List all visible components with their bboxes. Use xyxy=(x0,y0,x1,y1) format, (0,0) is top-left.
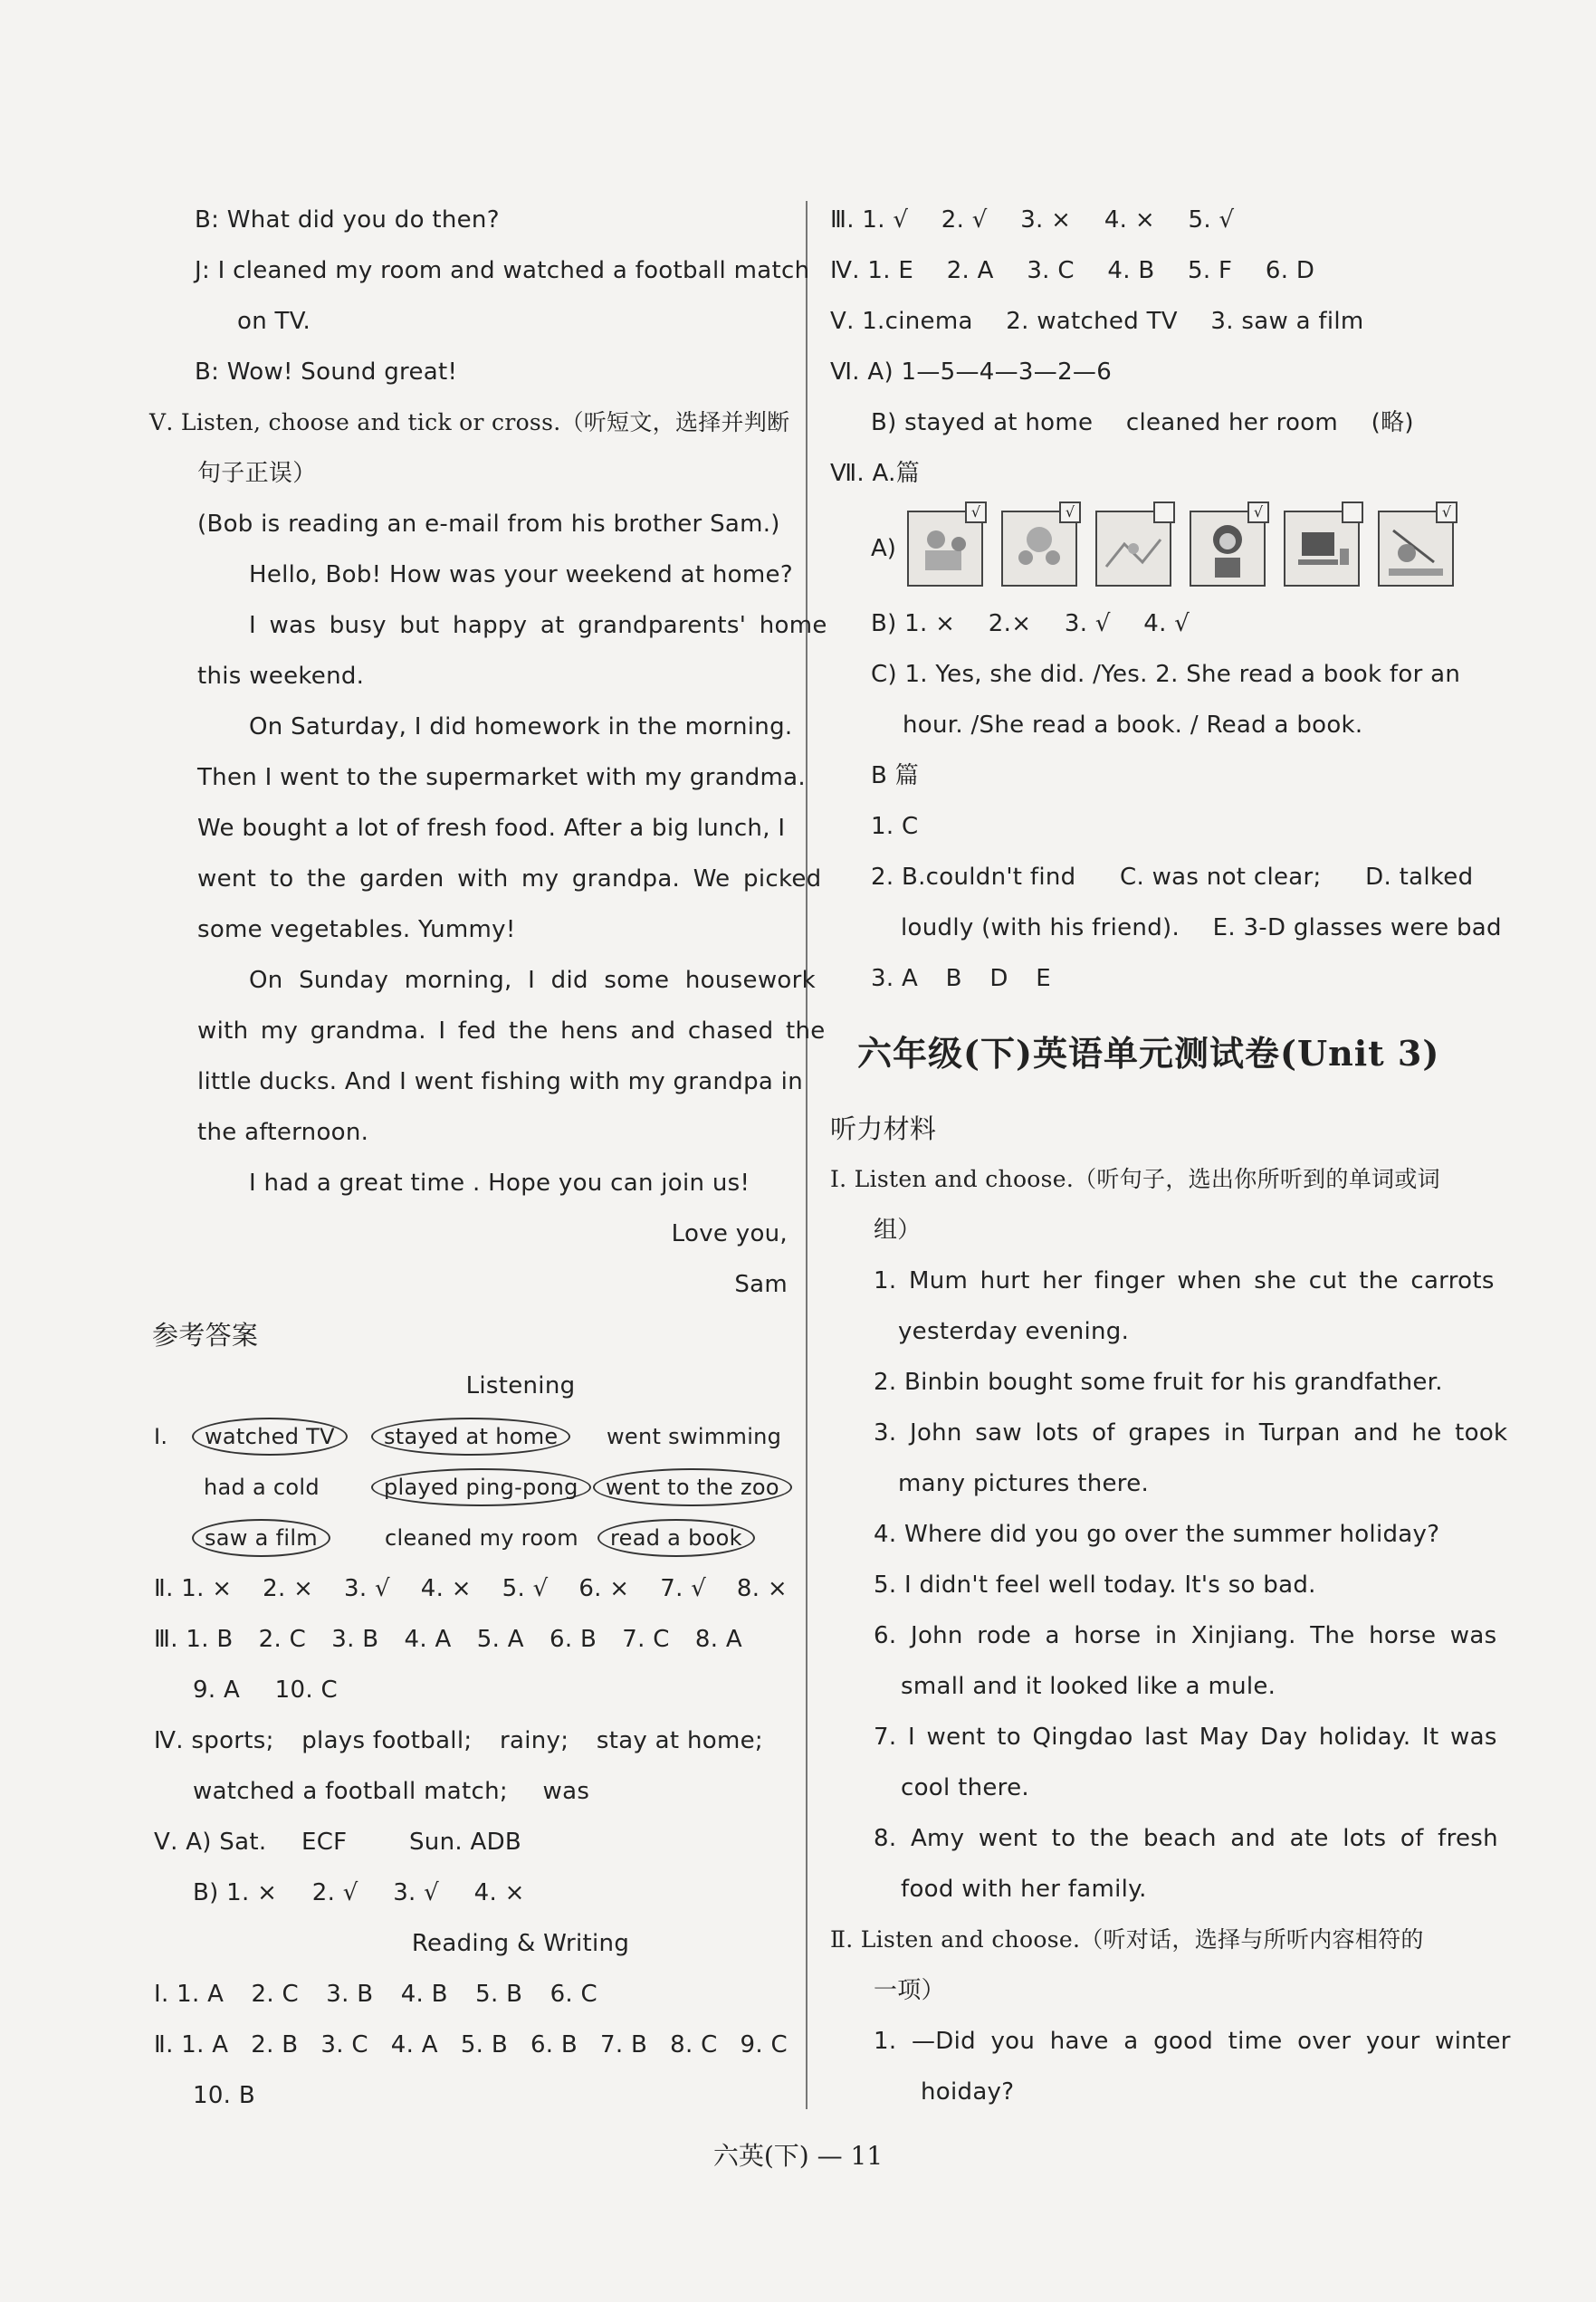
q1-num: Ⅰ. xyxy=(154,1424,168,1449)
q1-row xyxy=(154,1462,788,1513)
s1-item: 8. Amy went to the beach and ate lots of fresh xyxy=(874,1825,1498,1852)
answer: Ⅴ. 1.cinema xyxy=(830,308,973,335)
answer: 5. √ xyxy=(1188,206,1235,234)
r4-row xyxy=(830,245,1473,296)
picture-checkbox: √ xyxy=(1247,501,1269,523)
q1-item: had a cold xyxy=(204,1475,320,1500)
q1-item-circled: played ping-pong xyxy=(371,1468,591,1506)
answer: Ⅳ. sports; xyxy=(154,1727,274,1754)
section-5-heading: Ⅴ. Listen, choose and tick or cross.（听短文，选择并判断 xyxy=(149,409,790,435)
answer: 2. B.couldn't find xyxy=(871,864,1076,891)
q1-row xyxy=(154,1411,788,1462)
column-divider xyxy=(806,201,808,2109)
answer: B xyxy=(945,965,962,992)
s1-item: 1. Mum hurt her finger when she cut the carrots xyxy=(874,1267,1495,1294)
answer: 3. √ xyxy=(344,1575,390,1602)
q4-row-cont xyxy=(154,1766,788,1817)
s1-item: 7. I went to Qingdao last May Day holiday. It was xyxy=(874,1724,1497,1751)
right-column xyxy=(830,195,1511,2117)
s1-item: 4. Where did you go over the summer holiday? xyxy=(874,1521,1440,1548)
picture-box xyxy=(1190,503,1266,587)
picture-checkbox: √ xyxy=(965,501,987,523)
s1-item-cont: small and it looked like a mule. xyxy=(901,1673,1276,1700)
q1-item-circled: read a book xyxy=(597,1519,755,1557)
q1-item: cleaned my room xyxy=(385,1525,578,1551)
answer: 5. √ xyxy=(502,1575,549,1602)
answer: 2. C xyxy=(258,1626,307,1653)
answer: 3. C xyxy=(1027,257,1075,284)
b1-row: 1. C xyxy=(871,813,919,840)
answer: 6. B xyxy=(530,2031,578,2058)
answer: 2. C xyxy=(251,1981,299,2008)
s1-item: 2. Binbin bought some fruit for his grandfather. xyxy=(874,1369,1443,1396)
answer: B) 1. × xyxy=(871,610,956,637)
answer: 2. watched TV xyxy=(1006,308,1178,335)
garden-picture-icon xyxy=(1097,512,1170,585)
left-column xyxy=(149,195,827,2121)
q1-item-circled: went to the zoo xyxy=(593,1468,792,1506)
q1-item-circled: stayed at home xyxy=(371,1418,570,1456)
answer: 8. A xyxy=(694,1626,742,1653)
rw2-row xyxy=(154,2020,788,2070)
answer: 7. B xyxy=(600,2031,648,2058)
answer: watched a football match; xyxy=(193,1778,508,1805)
picture-box xyxy=(1095,511,1171,587)
s2-heading: Ⅱ. Listen and choose.（听对话，选择与所听内容相符的 xyxy=(830,1926,1424,1953)
answer: 4. × xyxy=(420,1575,472,1602)
answer: Ⅱ. 1. × xyxy=(154,1575,233,1602)
letter-line: went to the garden with my grandpa. We picked xyxy=(197,865,822,893)
picture-box xyxy=(1001,503,1077,587)
answer: 7. C xyxy=(622,1626,670,1653)
answer: 4. × xyxy=(1104,206,1155,234)
q1-item-circled: watched TV xyxy=(192,1418,348,1456)
answer: 6. B xyxy=(550,1626,597,1653)
unit-test-title: 六年级(下)英语单元测试卷(Unit 3) xyxy=(857,1033,1440,1074)
s2-item: 1. —Did you have a good time over your winter xyxy=(874,2028,1511,2055)
letter-intro: (Bob is reading an e-mail from his brother Sam.) xyxy=(197,511,780,538)
pictures-label: A) xyxy=(871,535,896,562)
answer: 6. × xyxy=(578,1575,630,1602)
letter-line: this weekend. xyxy=(197,663,365,690)
reading-writing-title: Reading & Writing xyxy=(411,1930,630,1957)
answer: 4. A xyxy=(390,2031,438,2058)
r3-row xyxy=(830,195,1473,245)
letter-line: I had a great time . Hope you can join us! xyxy=(249,1170,750,1197)
answer: plays football; xyxy=(301,1727,473,1754)
q1-item: went swimming xyxy=(607,1424,782,1449)
answer: 7. √ xyxy=(660,1575,707,1602)
letter-signature: Sam xyxy=(734,1271,788,1298)
b-heading: B 篇 xyxy=(871,762,920,789)
answer: was xyxy=(542,1778,590,1805)
q5-row-cont xyxy=(154,1867,788,1918)
answer: C. was not clear; xyxy=(1120,864,1322,891)
letter-line: On Sunday morning, I did some housework xyxy=(249,967,816,994)
b2-row xyxy=(830,852,1473,903)
s1-item: 3. John saw lots of grapes in Turpan and he took xyxy=(874,1419,1508,1447)
q5-row xyxy=(154,1817,788,1867)
s2-item-cont: hoiday? xyxy=(921,2078,1015,2106)
dialog-line: J: I cleaned my room and watched a football match xyxy=(195,257,810,284)
s1-item-cont: many pictures there. xyxy=(898,1470,1150,1497)
material-title: 听力材料 xyxy=(830,1113,937,1144)
s1-item-cont: yesterday evening. xyxy=(898,1318,1130,1345)
answer: 8. C xyxy=(670,2031,718,2058)
answer: 4. A xyxy=(404,1626,452,1653)
girl-reading-picture-icon xyxy=(1191,512,1264,585)
listening-title: Listening xyxy=(465,1372,576,1399)
r5-row xyxy=(830,296,1473,347)
answer: E. 3-D glasses were bad xyxy=(1212,914,1502,941)
answer: 2.× xyxy=(988,610,1032,637)
answer: stay at home; xyxy=(596,1727,763,1754)
r7-heading: Ⅶ. A.篇 xyxy=(830,460,921,487)
answer: 2. A xyxy=(946,257,994,284)
answers-title: 参考答案 xyxy=(152,1320,259,1351)
answer: 3. × xyxy=(1020,206,1072,234)
answer: ECF xyxy=(301,1829,348,1856)
q2-row xyxy=(154,1563,788,1614)
answer: Ⅲ. 1. B xyxy=(154,1626,234,1653)
answer: Ⅱ. 1. A xyxy=(154,2031,229,2058)
answer: rainy; xyxy=(500,1727,569,1754)
picture-box xyxy=(1284,511,1360,587)
answer: D. talked xyxy=(1365,864,1474,891)
picture-box xyxy=(1378,503,1454,587)
answer: loudly (with his friend). xyxy=(901,914,1180,941)
picture-checkbox xyxy=(1153,501,1175,523)
page-footer: 六英(下) — 11 xyxy=(712,2141,884,2171)
computer-picture-icon xyxy=(1285,512,1358,585)
answer: 2. × xyxy=(263,1575,314,1602)
q1-row xyxy=(154,1513,788,1563)
answer: 5. B xyxy=(475,1981,523,2008)
answer: 4. B xyxy=(400,1981,448,2008)
dialog-line: B: Wow! Sound great! xyxy=(195,358,458,386)
letter-line: Then I went to the supermarket with my grandma. xyxy=(197,764,806,791)
answer: 9. A xyxy=(193,1676,241,1704)
answer: D xyxy=(989,965,1008,992)
letter-line: We bought a lot of fresh food. After a big lunch, I xyxy=(197,815,786,842)
letter-signoff: Love you, xyxy=(671,1220,788,1247)
answer: B) 1. × xyxy=(193,1879,278,1906)
dialog-line: on TV. xyxy=(237,308,311,335)
picture-box xyxy=(907,503,983,587)
kids-picture-icon xyxy=(909,512,981,585)
flowers-picture-icon xyxy=(1003,512,1075,585)
r7-b-row xyxy=(830,598,1473,649)
s1-item: 6. John rode a horse in Xinjiang. The horse was xyxy=(874,1622,1497,1649)
answer: (略) xyxy=(1371,409,1414,436)
rw1-row xyxy=(154,1969,788,2020)
s1-heading: Ⅰ. Listen and choose.（听句子，选出你所听到的单词或词 xyxy=(830,1166,1440,1192)
rw2-row-cont: 10. B xyxy=(193,2082,255,2109)
answer: 6. D xyxy=(1265,257,1315,284)
answer: 5. B xyxy=(460,2031,508,2058)
answer: 9. C xyxy=(740,2031,788,2058)
answer: 2. √ xyxy=(941,206,988,234)
answer: 2. √ xyxy=(311,1879,358,1906)
section-5-heading-cont: 句子正误） xyxy=(197,460,317,487)
letter-line: little ducks. And I went fishing with my grandpa in xyxy=(197,1068,803,1095)
letter-line: On Saturday, I did homework in the morning. xyxy=(249,713,793,740)
answer: Sun. ADB xyxy=(409,1829,522,1856)
answer: Ⅳ. 1. E xyxy=(830,257,914,284)
picture-checkbox: √ xyxy=(1059,501,1081,523)
s1-item-cont: food with her family. xyxy=(901,1876,1147,1903)
s2-heading-cont: 一项） xyxy=(874,1977,945,2004)
answer: 3. √ xyxy=(393,1879,440,1906)
answer: 3. saw a film xyxy=(1210,308,1364,335)
answer: 3. A xyxy=(871,965,919,992)
picture-row xyxy=(830,499,1473,598)
answer: 4. B xyxy=(1107,257,1155,284)
picture-checkbox xyxy=(1342,501,1363,523)
answer: Ⅴ. A) Sat. xyxy=(154,1829,267,1856)
answer: 5. A xyxy=(476,1626,524,1653)
answer: 4. × xyxy=(473,1879,525,1906)
answer: 3. B xyxy=(326,1981,374,2008)
dialog-line: B: What did you do then? xyxy=(195,206,500,234)
b3-row xyxy=(830,953,1473,1004)
answer: 10. C xyxy=(274,1676,338,1704)
r6-row: Ⅵ. A) 1—5—4—3—2—6 xyxy=(830,358,1113,386)
letter-line: with my grandma. I fed the hens and chased the xyxy=(197,1017,826,1045)
q4-row xyxy=(154,1715,788,1766)
s1-heading-cont: 组） xyxy=(874,1217,922,1244)
letter-line: the afternoon. xyxy=(197,1119,369,1146)
picture-checkbox: √ xyxy=(1436,501,1457,523)
answer: 8. × xyxy=(736,1575,788,1602)
letter-line: I was busy but happy at grandparents' home xyxy=(249,612,827,639)
answer: 5. F xyxy=(1188,257,1233,284)
answer: 6. C xyxy=(550,1981,597,2008)
b2-row-cont xyxy=(830,903,1502,953)
fishing-picture-icon xyxy=(1380,512,1452,585)
answer: B) stayed at home xyxy=(871,409,1094,436)
q3-row-cont xyxy=(154,1665,788,1715)
r7-c-row: C) 1. Yes, she did. /Yes. 2. She read a book for an xyxy=(871,661,1461,688)
q1-item-circled: saw a film xyxy=(192,1519,330,1557)
answer: Ⅲ. 1. √ xyxy=(830,206,909,234)
s1-item: 5. I didn't feel well today. It's so bad. xyxy=(874,1571,1316,1599)
s1-item-cont: cool there. xyxy=(901,1774,1029,1801)
answer: 3. C xyxy=(320,2031,368,2058)
letter-line: Hello, Bob! How was your weekend at home? xyxy=(249,561,793,588)
r6-row-cont xyxy=(830,397,1473,448)
letter-line: some vegetables. Yummy! xyxy=(197,916,516,943)
answer: E xyxy=(1036,965,1051,992)
answer: 4. √ xyxy=(1143,610,1190,637)
answer: 3. B xyxy=(331,1626,379,1653)
r7-c-row-cont: hour. /She read a book. / Read a book. xyxy=(903,712,1363,739)
answer: cleaned her room xyxy=(1125,409,1339,436)
answer: Ⅰ. 1. A xyxy=(154,1981,225,2008)
answer: 3. √ xyxy=(1064,610,1111,637)
answer: 2. B xyxy=(251,2031,299,2058)
q3-row xyxy=(154,1614,788,1665)
